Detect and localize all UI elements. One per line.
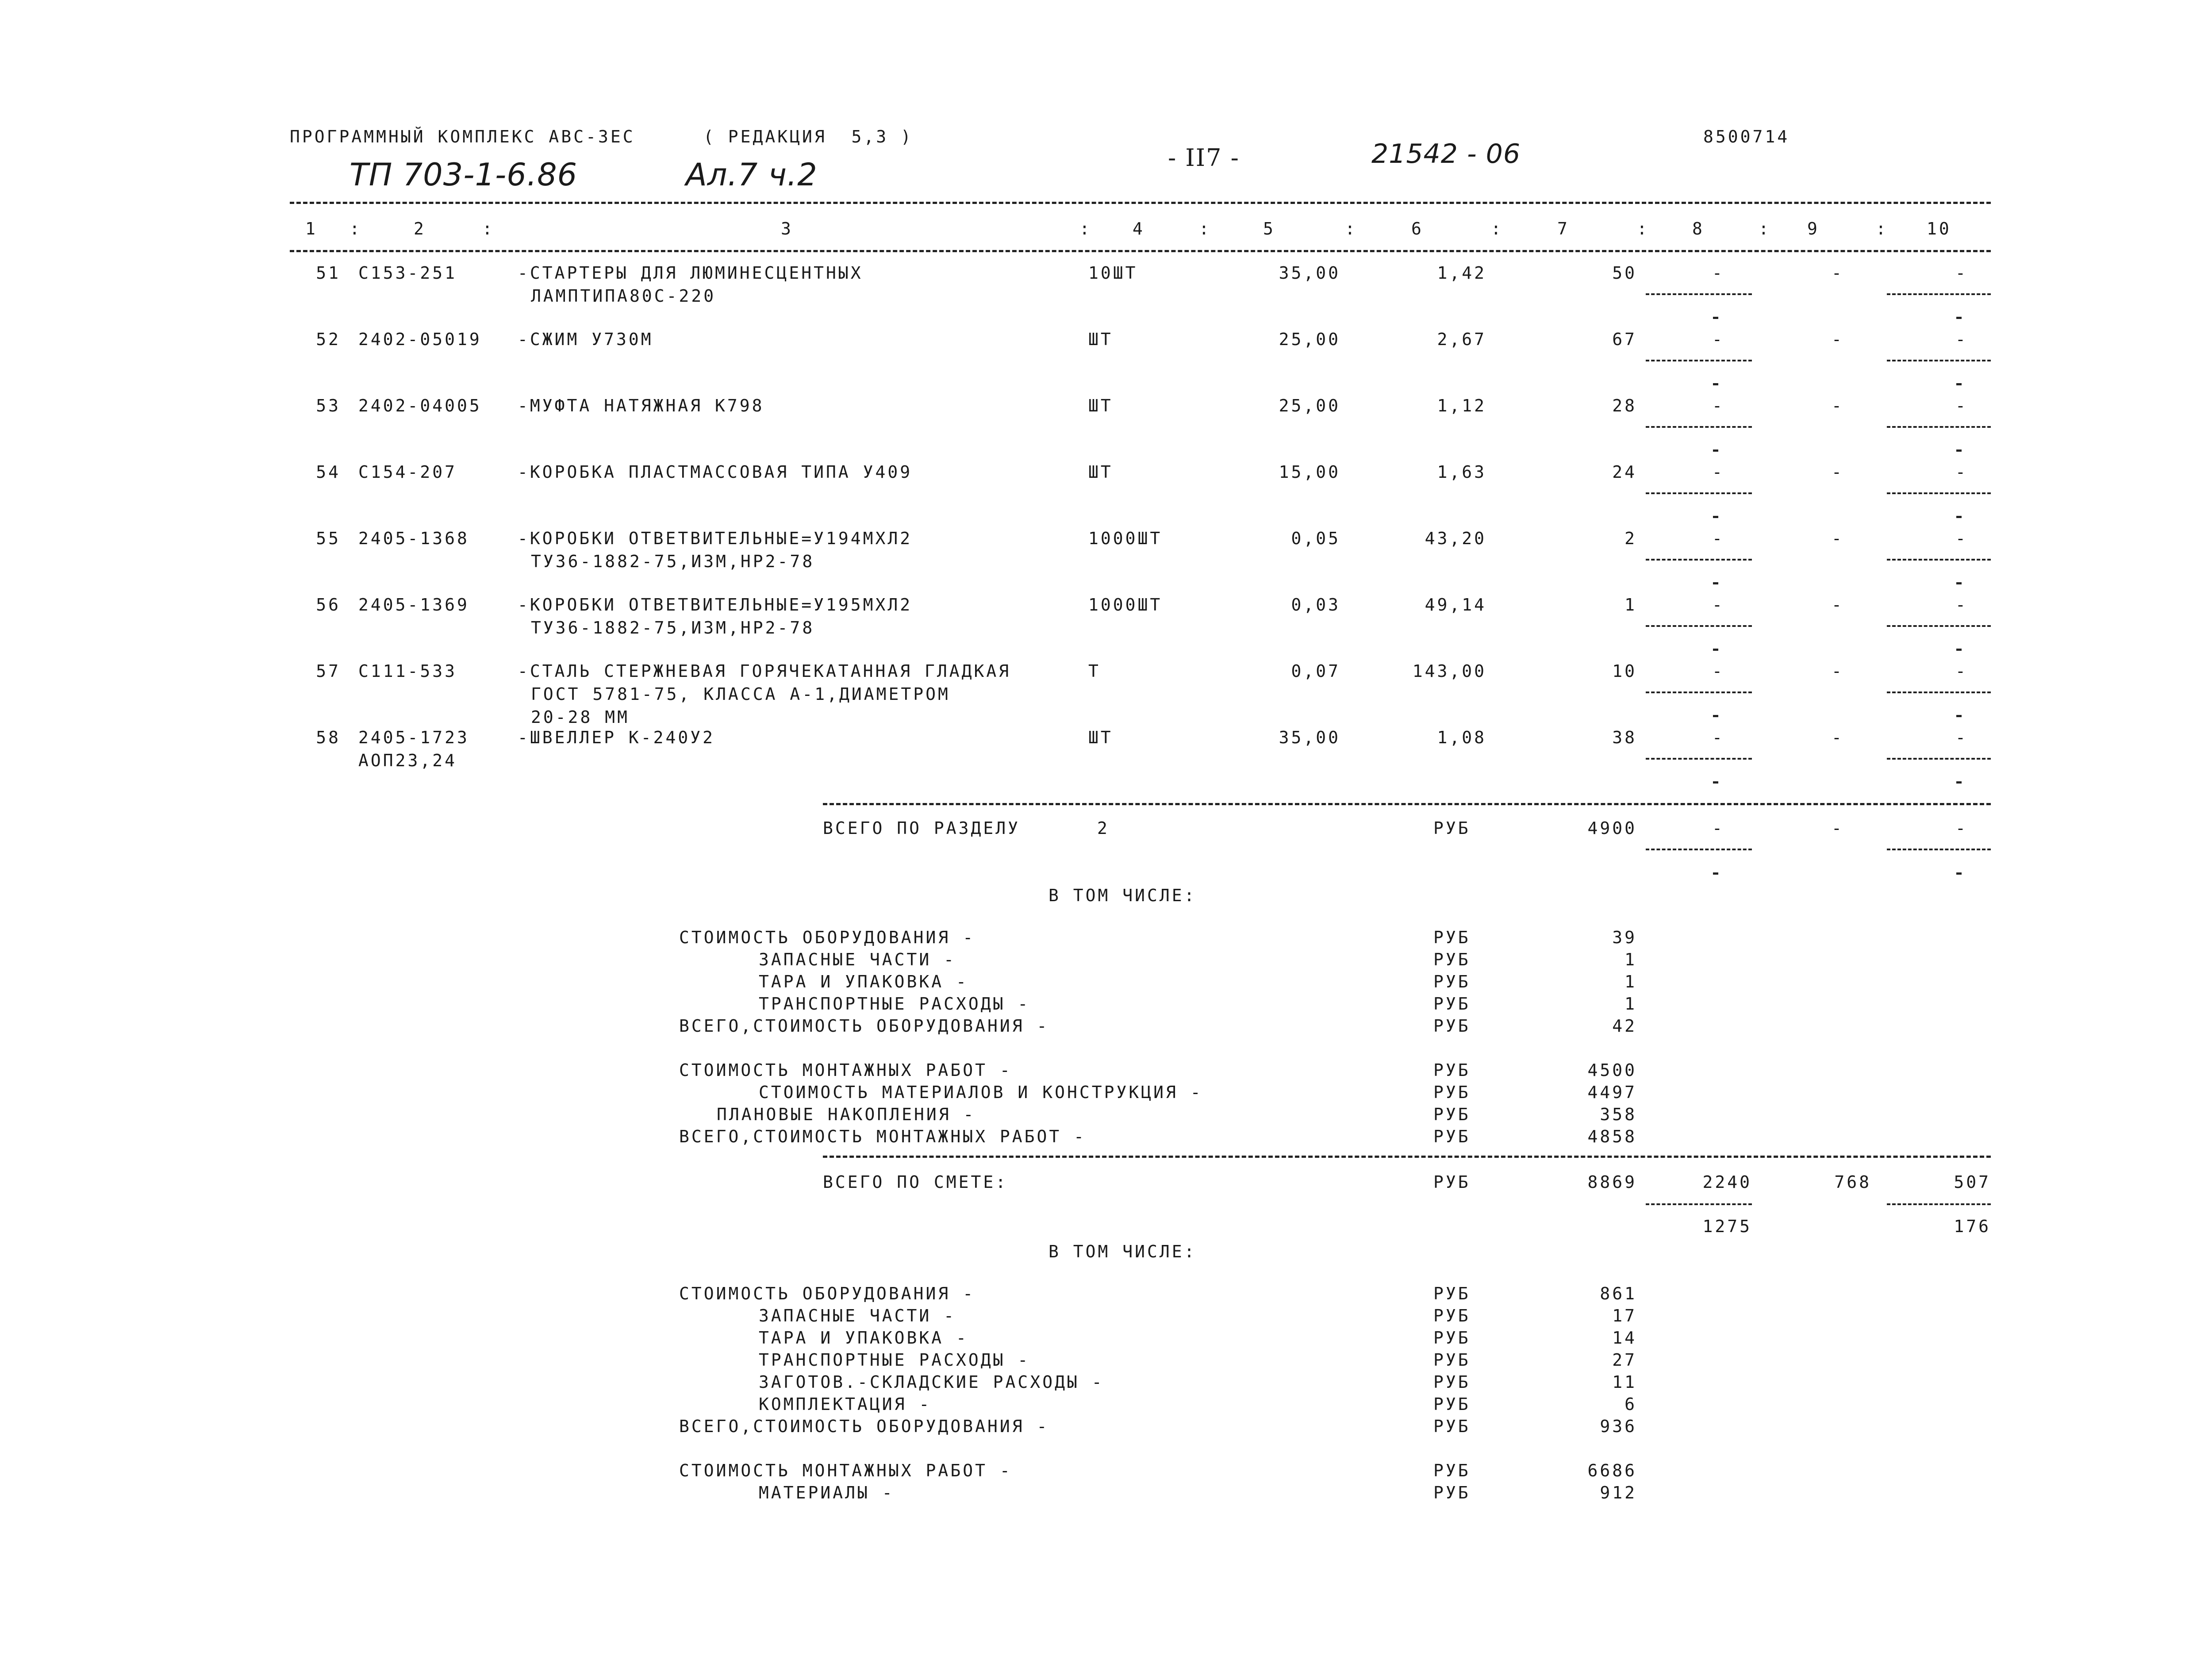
column-separator: :: [1079, 219, 1092, 238]
breakdown-unit: РУБ: [1433, 1306, 1471, 1325]
breakdown-unit: РУБ: [1433, 1350, 1471, 1370]
column-header-rule: [290, 250, 1991, 252]
item-price: 49,14: [1425, 595, 1486, 615]
column-separator: :: [349, 219, 362, 238]
item-code: С154-207: [358, 462, 457, 482]
breakdown-label: СТОИМОСТЬ МОНТАЖНЫХ РАБОТ -: [679, 1461, 1012, 1480]
breakdown-label: СТОИМОСТЬ МОНТАЖНЫХ РАБОТ -: [679, 1060, 1012, 1080]
item-col9: -: [1832, 661, 1844, 681]
breakdown-unit: РУБ: [1433, 972, 1471, 991]
item-name-line: -СТАРТЕРЫ ДЛЯ ЛЮМИНЕСЦЕНТНЫХ: [518, 263, 863, 283]
row-number: 55: [316, 529, 341, 548]
breakdown-unit: РУБ: [1433, 1060, 1471, 1080]
item-price: 2,67: [1437, 330, 1486, 349]
breakdown-unit: РУБ: [1433, 1284, 1471, 1303]
breakdown-label: ВСЕГО,СТОИМОСТЬ МОНТАЖНЫХ РАБОТ -: [679, 1127, 1086, 1146]
item-unit: ШТ: [1088, 728, 1113, 747]
breakdown-unit: РУБ: [1433, 1016, 1471, 1036]
breakdown-value: 17: [1612, 1306, 1637, 1325]
program-name: ПРОГРАММНЫЙ КОМПЛЕКС АВС-3ЕС: [290, 127, 635, 146]
item-total: 50: [1612, 263, 1637, 283]
item-col8: -: [1712, 728, 1724, 747]
column-header-2: 2: [414, 219, 426, 238]
breakdown-value: 6686: [1587, 1461, 1637, 1480]
item-name-line: -ШВЕЛЛЕР К-240У2: [518, 728, 715, 747]
column-separator: :: [1876, 219, 1888, 238]
estimate-total-col8-sub: 1275: [1702, 1217, 1752, 1236]
item-name-line: ТУ36-1882-75,ИЗМ,НР2-78: [531, 552, 815, 571]
breakdown-value: 4500: [1587, 1060, 1637, 1080]
table-top-rule: [290, 202, 1991, 204]
breakdown-value: 912: [1600, 1483, 1637, 1502]
item-unit: 10ШТ: [1088, 263, 1138, 283]
breakdown-value: 4858: [1587, 1127, 1637, 1146]
item-price: 1,63: [1437, 462, 1486, 482]
column-separator: :: [1491, 219, 1503, 238]
item-total: 1: [1624, 595, 1637, 615]
item-name-line: 20-28 ММ: [531, 707, 630, 727]
breakdown-unit: РУБ: [1433, 928, 1471, 947]
item-total: 24: [1612, 462, 1637, 482]
breakdown-label: СТОИМОСТЬ МАТЕРИАЛОВ И КОНСТРУКЦИЯ -: [759, 1083, 1203, 1102]
section-total-col8: -: [1712, 818, 1724, 838]
item-col8: -: [1712, 529, 1724, 548]
item-name-line: -КОРОБКИ ОТВЕТВИТЕЛЬНЫЕ=У194МХЛ2: [518, 529, 913, 548]
breakdown-label: МАТЕРИАЛЫ -: [759, 1483, 895, 1502]
item-code: 2402-04005: [358, 396, 482, 415]
item-col8: -: [1712, 595, 1724, 615]
column-header-7: 7: [1557, 219, 1570, 238]
item-price: 1,08: [1437, 728, 1486, 747]
column-separator: :: [482, 219, 495, 238]
estimate-total-rule: [823, 1156, 1991, 1158]
row-number: 58: [316, 728, 341, 747]
column-separator: :: [1345, 219, 1357, 238]
item-unit: ШТ: [1088, 396, 1113, 415]
breakdown-unit: РУБ: [1433, 1394, 1471, 1414]
item-total: 2: [1624, 529, 1637, 548]
item-col10: -: [1955, 529, 1968, 548]
item-unit: 1000ШТ: [1088, 595, 1163, 615]
item-name-line: ТУ36-1882-75,ИЗМ,НР2-78: [531, 618, 815, 638]
item-code: 2405-1369: [358, 595, 469, 615]
section-including-heading: В ТОМ ЧИСЛЕ:: [1048, 886, 1197, 905]
breakdown-label: ВСЕГО,СТОИМОСТЬ ОБОРУДОВАНИЯ -: [679, 1016, 1049, 1036]
item-unit: 1000ШТ: [1088, 529, 1163, 548]
breakdown-value: 1: [1624, 950, 1637, 969]
item-quantity: 25,00: [1279, 396, 1340, 415]
item-col8: -: [1712, 263, 1724, 283]
item-quantity: 25,00: [1279, 330, 1340, 349]
column-header-9: 9: [1807, 219, 1820, 238]
breakdown-label: ВСЕГО,СТОИМОСТЬ ОБОРУДОВАНИЯ -: [679, 1417, 1049, 1436]
item-name-line: ЛАМПТИПА80С-220: [531, 286, 716, 306]
item-quantity: 35,00: [1279, 263, 1340, 283]
estimate-including-heading: В ТОМ ЧИСЛЕ:: [1048, 1242, 1197, 1261]
estimate-total-amount: 8869: [1587, 1172, 1637, 1192]
breakdown-unit: РУБ: [1433, 1372, 1471, 1392]
breakdown-label: ТРАНСПОРТНЫЕ РАСХОДЫ -: [759, 1350, 1030, 1370]
estimate-total-col10-sub: 176: [1954, 1217, 1991, 1236]
estimate-total-col8: 2240: [1702, 1172, 1752, 1192]
breakdown-value: 6: [1624, 1394, 1637, 1414]
column-header-10: 10: [1927, 219, 1951, 238]
item-col10: -: [1955, 595, 1968, 615]
breakdown-unit: РУБ: [1433, 1127, 1471, 1146]
item-unit: ШТ: [1088, 462, 1113, 482]
item-name-line: -МУФТА НАТЯЖНАЯ К798: [518, 396, 764, 415]
breakdown-label: ЗАПАСНЫЕ ЧАСТИ -: [759, 1306, 956, 1325]
item-total: 38: [1612, 728, 1637, 747]
section-total-amount: 4900: [1587, 818, 1637, 838]
item-unit: Т: [1088, 661, 1101, 681]
breakdown-value: 358: [1600, 1105, 1637, 1124]
column-header-3: 3: [781, 219, 793, 238]
column-separator: :: [1759, 219, 1771, 238]
item-col10: -: [1955, 330, 1968, 349]
estimate-total-unit: РУБ: [1433, 1172, 1471, 1192]
breakdown-label: КОМПЛЕКТАЦИЯ -: [759, 1394, 932, 1414]
item-quantity: 0,07: [1291, 661, 1340, 681]
breakdown-value: 42: [1612, 1016, 1637, 1036]
item-col9: -: [1832, 263, 1844, 283]
breakdown-value: 14: [1612, 1328, 1637, 1348]
breakdown-unit: РУБ: [1433, 1105, 1471, 1124]
item-col8: -: [1712, 330, 1724, 349]
document-number: 21542 - 06: [1371, 138, 1521, 169]
breakdown-value: 4497: [1587, 1083, 1637, 1102]
item-total: 10: [1612, 661, 1637, 681]
breakdown-value: 1: [1624, 972, 1637, 991]
breakdown-unit: РУБ: [1433, 1328, 1471, 1348]
item-col8: -: [1712, 661, 1724, 681]
item-code: С153-251: [358, 263, 457, 283]
column-separator: :: [1199, 219, 1211, 238]
column-header-5: 5: [1263, 219, 1275, 238]
item-quantity: 0,03: [1291, 595, 1340, 615]
breakdown-unit: РУБ: [1433, 1417, 1471, 1436]
item-name-line: -КОРОБКА ПЛАСТМАССОВАЯ ТИПА У409: [518, 462, 913, 482]
breakdown-value: 936: [1600, 1417, 1637, 1436]
program-edition: ( РЕДАКЦИЯ 5,3 ): [703, 127, 913, 146]
row-number: 54: [316, 462, 341, 482]
document-code: 8500714: [1703, 127, 1790, 146]
breakdown-unit: РУБ: [1433, 994, 1471, 1014]
item-col9: -: [1832, 462, 1844, 482]
item-col10: -: [1955, 661, 1968, 681]
album-number: Ал.7 ч.2: [686, 157, 818, 193]
row-number: 52: [316, 330, 341, 349]
item-name-line: -КОРОБКИ ОТВЕТВИТЕЛЬНЫЕ=У195МХЛ2: [518, 595, 913, 615]
section-total-unit: РУБ: [1433, 818, 1471, 838]
breakdown-unit: РУБ: [1433, 1083, 1471, 1102]
item-unit: ШТ: [1088, 330, 1113, 349]
item-col10: -: [1955, 396, 1968, 415]
breakdown-label: ПЛАНОВЫЕ НАКОПЛЕНИЯ -: [717, 1105, 976, 1124]
item-quantity: 15,00: [1279, 462, 1340, 482]
row-number: 56: [316, 595, 341, 615]
breakdown-label: ТРАНСПОРТНЫЕ РАСХОДЫ -: [759, 994, 1030, 1014]
item-code-extra: АОП23,24: [358, 751, 457, 770]
item-col9: -: [1832, 728, 1844, 747]
section-total-count: 2: [1097, 818, 1110, 838]
item-price: 43,20: [1425, 529, 1486, 548]
item-name-line: -СЖИМ У730М: [518, 330, 653, 349]
section-total-rule: [823, 803, 1991, 805]
item-col9: -: [1832, 529, 1844, 548]
breakdown-label: ТАРА И УПАКОВКА -: [759, 1328, 968, 1348]
estimate-total-col10: 507: [1954, 1172, 1991, 1192]
item-total: 28: [1612, 396, 1637, 415]
item-code: 2405-1368: [358, 529, 469, 548]
column-header-8: 8: [1692, 219, 1705, 238]
breakdown-value: 1: [1624, 994, 1637, 1014]
breakdown-unit: РУБ: [1433, 1461, 1471, 1480]
breakdown-label: СТОИМОСТЬ ОБОРУДОВАНИЯ -: [679, 928, 975, 947]
item-col9: -: [1832, 330, 1844, 349]
item-col9: -: [1832, 396, 1844, 415]
item-col10: -: [1955, 462, 1968, 482]
column-header-4: 4: [1133, 219, 1145, 238]
breakdown-unit: РУБ: [1433, 1483, 1471, 1502]
column-header-1: 1: [305, 219, 318, 238]
item-name-line: -СТАЛЬ СТЕРЖНЕВАЯ ГОРЯЧЕКАТАННАЯ ГЛАДКАЯ: [518, 661, 1011, 681]
item-price: 1,12: [1437, 396, 1486, 415]
breakdown-value: 11: [1612, 1372, 1637, 1392]
item-total: 67: [1612, 330, 1637, 349]
item-name-line: ГОСТ 5781-75, КЛАССА А-1,ДИАМЕТРОМ: [531, 684, 950, 704]
breakdown-label: ЗАПАСНЫЕ ЧАСТИ -: [759, 950, 956, 969]
item-code: 2402-05019: [358, 330, 482, 349]
section-total-col10: -: [1955, 818, 1968, 838]
column-separator: :: [1637, 219, 1649, 238]
section-total-label: ВСЕГО ПО РАЗДЕЛУ: [823, 818, 1021, 838]
item-col9: -: [1832, 595, 1844, 615]
column-header-6: 6: [1411, 219, 1424, 238]
breakdown-value: 27: [1612, 1350, 1637, 1370]
item-code: 2405-1723: [358, 728, 469, 747]
row-number: 51: [316, 263, 341, 283]
breakdown-value: 861: [1600, 1284, 1637, 1303]
breakdown-label: ТАРА И УПАКОВКА -: [759, 972, 968, 991]
item-quantity: 35,00: [1279, 728, 1340, 747]
item-quantity: 0,05: [1291, 529, 1340, 548]
row-number: 57: [316, 661, 341, 681]
project-number: ТП 703-1-6.86: [349, 157, 578, 193]
item-price: 143,00: [1412, 661, 1486, 681]
item-col10: -: [1955, 728, 1968, 747]
page-number: - II7 -: [1168, 144, 1240, 172]
breakdown-label: СТОИМОСТЬ ОБОРУДОВАНИЯ -: [679, 1284, 975, 1303]
breakdown-label: ЗАГОТОВ.-СКЛАДСКИЕ РАСХОДЫ -: [759, 1372, 1104, 1392]
item-col8: -: [1712, 462, 1724, 482]
estimate-total-col9: 768: [1834, 1172, 1871, 1192]
section-total-col9: -: [1832, 818, 1844, 838]
item-price: 1,42: [1437, 263, 1486, 283]
estimate-total-label: ВСЕГО ПО СМЕТЕ:: [823, 1172, 1008, 1192]
item-code: С111-533: [358, 661, 457, 681]
item-col10: -: [1955, 263, 1968, 283]
breakdown-value: 39: [1612, 928, 1637, 947]
row-number: 53: [316, 396, 341, 415]
breakdown-unit: РУБ: [1433, 950, 1471, 969]
item-col8: -: [1712, 396, 1724, 415]
